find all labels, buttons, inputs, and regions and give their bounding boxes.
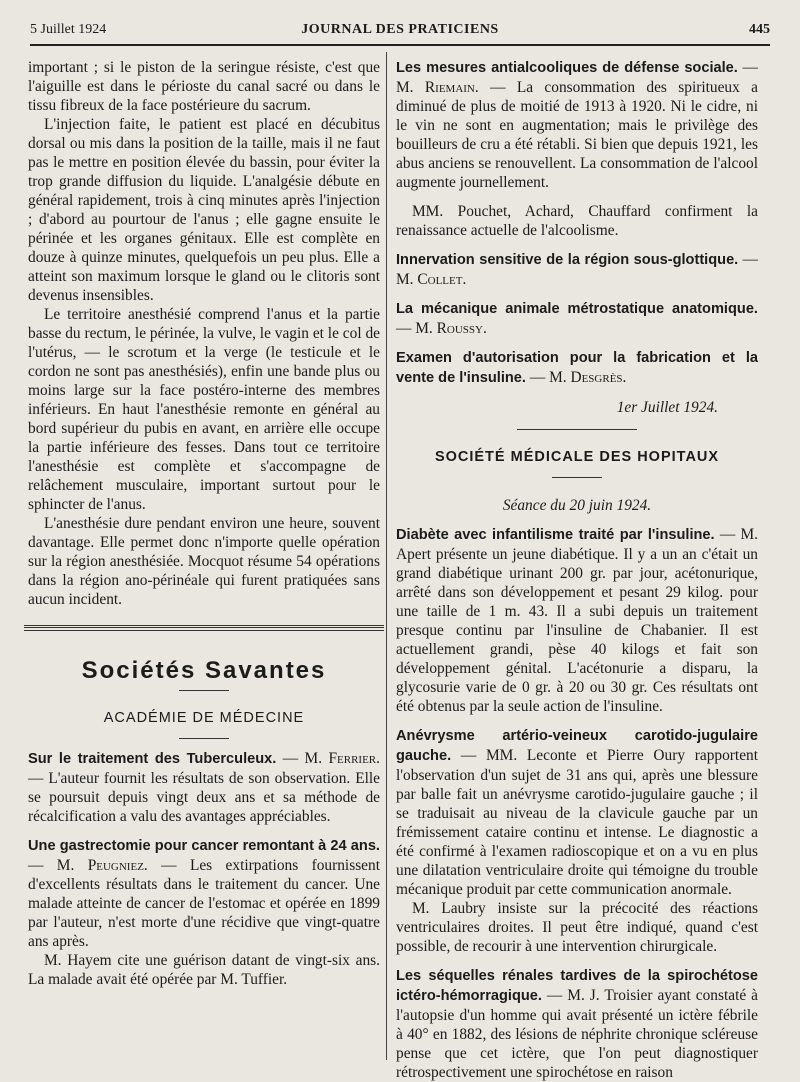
entry-title: Innervation sensitive de la région sous-glottique. — [396, 252, 739, 268]
entry-text: M. J. Troisier ayant constaté à l'autopsie d'un homme qui avait présenté un ictère fébrile à 40° en 1882, des lésions de néphrite chronique scléreuse pense que cet ictère, que l'on peut diagnostiquer rétrospectivement une spirochétose en raison — [396, 987, 758, 1081]
report-entry: Anévrysme artério-veineux carotido-jugulaire gauche. — MM. Leconte et Pierre Oury rapportent l'observation d'un sujet de 31 ans qui, après une blessure par balle fait un anévrysme carotido-jugulaire gauche ; il se traduisait au niveau de la clavicule gauche par un frémissement cataire continu et intense. Le diagnostic a été confirmé à l'examen radioscopique et on a vu en plus une dilatation ventriculaire droite qui témoigne du trouble mécanique produit par cette communication anormale. — [396, 728, 759, 898]
right-column — [396, 58, 759, 1081]
entry-author: M. Ferrier. — [304, 750, 380, 767]
page-number: 445 — [749, 22, 770, 37]
paragraph: MM. Pouchet, Achard, Chauffard confirment la renaissance actuelle de l'alcoolisme. — [396, 203, 758, 239]
subsection-heading: ACADÉMIE DE MÉDECINE — [103, 710, 305, 726]
report-entry: Innervation sensitive de la région sous-glottique. — M. Collet. — [396, 251, 758, 288]
paragraph: L'anesthésie dure pendant environ une heure, souvent davantage. Elle permet donc n'importe quelle opération sur la région anesthésiée. Mocquot résume 54 opérations dans la région ano-périnéale qui furent pratiquées sans aucun incident. — [28, 515, 380, 608]
journal-title: JOURNAL DES PRATICIENS — [301, 22, 499, 37]
entry-title: Les mesures antialcooliques de défense sociale. — [396, 60, 738, 76]
entry-author: M. Collet. — [396, 271, 467, 288]
report-entry: Sur le traitement des Tuberculeux. — M. Ferrier. — L'auteur fournit les résultats de son observation. Elle se poursuit depuis vingt deux ans et sa méthode de récalcification a valu des avantages appréciables. — [28, 750, 380, 825]
dateline: 1er Juillet 1924. — [616, 399, 718, 416]
section-divider — [24, 625, 384, 631]
section-heading: Sociétés Savantes — [81, 657, 327, 684]
entry-text: M. Apert présente un jeune diabétique. Il y a un an c'était un grand diabétique urinant 200 gr. par jour, acétonurique, arrêté dans son développement et pesant 29 kilog. pour une taille de 1 m. 43. Il a subi depuis un traitement presque continu par l'insuline de Chabanier. Il est actuellement grandi, pèse 40 kilogs et fait son développement génital. L'acétonurie a disparu, la glycosurie varie de 0 gr. à 20 ou 30 gr. Ces résultats ont été obtenus par la seule action de l'insuline. — [396, 526, 758, 715]
paragraph: important ; si le piston de la seringue résiste, c'est que l'aiguille est dans le périoste du canal sacré ou dans le tissu fibreux de la face postérieure du sacrum. — [28, 59, 380, 114]
divider — [517, 429, 637, 430]
divider — [179, 690, 229, 691]
entry-text: Les extirpations fournissent d'excellents résultats dans le traitement du cancer. Une malade atteinte de cancer de l'estomac et opérée en 1899 par l'auteur, n'est morte d'une récidive que vingt-quatre ans après. — [28, 857, 380, 950]
entry-author: M. Riemain. — [396, 79, 479, 96]
entry-title: Les séquelles rénales tardives de la spirochétose ictéro-hémorragique. — [396, 968, 758, 1004]
entry-title: Sur le traitement des Tuberculeux. — [28, 751, 277, 767]
entry-text: La consommation des spiritueux a diminué de plus de moitié de 1913 à 1920. Ni le cidre, ni le vin ne sont en augmentation; mais le privilège des bouilleurs de cru a été rétabli. Si bien que depuis 1921, les abus anciens se renouvellent. La consommation de l'alcool augmente journellement. — [396, 79, 758, 191]
divider — [552, 477, 602, 478]
entry-author: M. Roussy. — [415, 320, 487, 337]
divider — [179, 738, 229, 739]
report-entry: Les séquelles rénales tardives de la spirochétose ictéro-hémorragique. — M. J. Troisier ayant constaté à l'autopsie d'un homme qui avait présenté un ictère fébrile à 40° en 1882, des lésions de néphrite chronique scléreuse pense que cet ictère, que l'on peut diagnostiquer rétrospectivement une spirochétose en raison — [396, 968, 758, 1081]
page-header — [30, 22, 770, 46]
report-entry: Une gastrectomie pour cancer remontant à 24 ans. — M. Peugniez. — Les extirpations fournissent d'excellents résultats dans le traitement du cancer. Une malade atteinte de cancer de l'estomac et opérée en 1899 par l'auteur, n'est morte d'une récidive que vingt-quatre ans après. — [28, 838, 380, 950]
paragraph: L'injection faite, le patient est placé en décubitus dorsal ou mis dans la position de la taille, mais il ne faut pas le mettre en position élevée du bassin, pour éviter la trop grande diffusion du liquide. L'analgésie débute en général rapidement, trois à cinq minutes après l'injection ; d'abord au pourtour de l'anus ; elle gagne ensuite le périnée et les organes génitaux. Elle est complète en douze à quinze minutes, quelquefois un peu plus. Elle a atteint son maximum lorsque le gland ou le clitoris sont devenus insensibles. — [28, 116, 380, 304]
report-entry: Examen d'autorisation pour la fabrication et la vente de l'insuline. — M. Desgrès. — [396, 350, 758, 386]
paragraph: M. Hayem cite une guérison datant de vingt-six ans. La malade avait été opérée par M. Tuffier. — [28, 952, 380, 988]
column-divider — [386, 52, 387, 1060]
entry-title: Examen d'autorisation pour la fabrication et la vente de l'insuline. — [396, 350, 758, 386]
entry-text: L'auteur fournit les résultats de son observation. Elle se poursuit depuis vingt deux ans et sa méthode de récalcification a valu des avantages appréciables. — [28, 770, 380, 825]
entry-title: Diabète avec infantilisme traité par l'insuline. — [396, 527, 715, 543]
entry-title: Une gastrectomie pour cancer remontant à 24 ans. — [28, 838, 380, 854]
paragraph: Le territoire anesthésié comprend l'anus et la partie basse du rectum, le périnée, la vulve, le vagin et le col de l'utérus, — le scrotum et la verge (le testicule et le cordon ne sont pas anesthésiés), enfin une bande plus ou moins large sur la face postéro-interne des membres inférieurs. En haut l'anesthésie remonte en général au bord supérieur du pubis en avant, en arrière elle occupe la partie inférieure des fesses. Dans tout ce territoire l'anesthésie est complète et s'accompagne de relâchement musculaire, important surtout pour le sphincter de l'anus. — [28, 306, 380, 513]
entry-text: MM. Leconte et Pierre Oury rapportent l'observation d'un sujet de 31 ans qui, après une blessure par balle fait un anévrysme carotido-jugulaire gauche ; il se traduisait au niveau de la clavicule gauche par un frémissement cataire continu et intense. Le diagnostic a été confirmé à l'examen radioscopique et on a vu en plus une dilatation ventriculaire droite qui témoigne du trouble mécanique produit par cette communication anormale. — [396, 747, 759, 898]
section-heading: SOCIÉTÉ MÉDICALE DES HOPITAUX — [434, 449, 720, 465]
report-entry: Diabète avec infantilisme traité par l'insuline. — M. Apert présente un jeune diabétique. Il y a un an c'était un grand diabétique urinant 200 gr. par jour, acétonurique, arrêté dans son développement et pesant 29 kilog. pour une taille de 1 m. 43. Il a subi depuis un traitement presque continu par l'insuline de Chabanier. Il est actuellement grandi, pèse 40 kilogs et fait son développement génital. L'acétonurie a disparu, la glycosurie varie de 0 gr. à 20 ou 30 gr. Ces résultats ont été obtenus par la seule action de l'insuline. — [396, 526, 758, 715]
report-entry: La mécanique animale métrostatique anatomique. — M. Roussy. — [396, 301, 758, 337]
entry-author: M. Desgrès. — [549, 369, 627, 386]
entry-title: La mécanique animale métrostatique anatomique. — [396, 301, 758, 317]
paragraph: M. Laubry insiste sur la précocité des réactions ventriculaires droites. Il peut être indiqué, quand c'est possible, de recourir à une intervention chirurgicale. — [396, 900, 758, 955]
left-column — [28, 58, 380, 1057]
issue-date: 5 Juillet 1924 — [30, 22, 107, 37]
entry-author: M. Peugniez. — [56, 857, 148, 874]
entry-title: Anévrysme artério-veineux carotido-jugulaire gauche. — [396, 728, 758, 764]
report-entry: Les mesures antialcooliques de défense sociale. — M. Riemain. — La consommation des spiritueux a diminué de plus de moitié de 1913 à 1920. Ni le cidre, ni le vin ne sont en augmentation; mais le privilège des bouilleurs de cru a été rétabli. Si bien que depuis 1921, les abus anciens se renouvellent. La consommation de l'alcool augmente journellement. — [396, 59, 758, 191]
session-date: Séance du 20 juin 1924. — [502, 497, 652, 514]
